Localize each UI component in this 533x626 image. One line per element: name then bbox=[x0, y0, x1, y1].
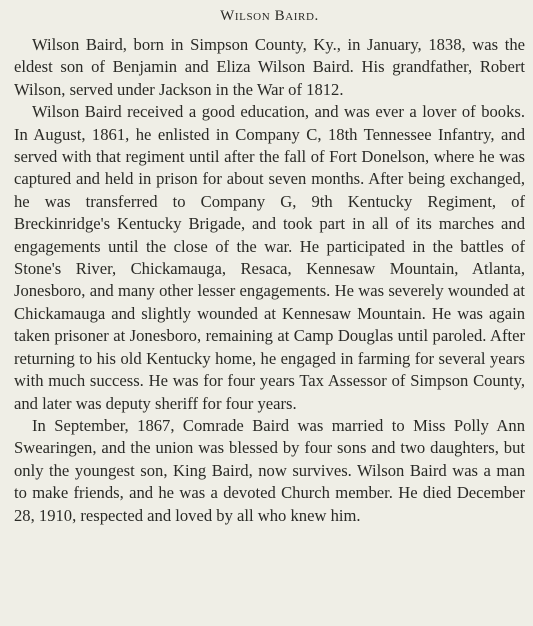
paragraph-family-death: In September, 1867, Comrade Baird was married to Miss Polly Ann Swearingen, and the union was blessed by four sons and two daughters, but only the youngest son, King Baird, now survives. Wilson Baird was a man to make friends, and he was a devoted Church member. He died December 28, 1910, respected and loved by all who knew him. bbox=[14, 415, 525, 525]
paragraph-birth: Wilson Baird, born in Simpson County, Ky., in January, 1838, was the eldest son of Benjamin and Eliza Wilson Baird. His grandfather, Robert Wilson, served under Jackson in the War of 1812. bbox=[14, 35, 525, 99]
page-title: Wilson Baird. bbox=[220, 8, 319, 24]
paragraph-military-service: Wilson Baird received a good education, and was ever a lover of books. In August, 1861, he enlisted in Company C, 18th Tennessee Infantry, and served with that regiment until after the fall of Fort Donelson, where he was captured and held in prison for about seven months. After being exchanged, he was transferred to Company G, 9th Kentucky Regiment, of Breckinridge's Kentucky Brigade, and took part in all of its marches and engagements until the close of the war. He participated in the battles of Stone's River, Chickamauga, Resaca, Kennesaw Mountain, Atlanta, Jonesboro, and many other lesser engagements. He was severely wounded at Chickamauga and slightly wounded at Kennesaw Mountain. He was again taken prisoner at Jonesboro, remaining at Camp Douglas until paroled. After returning to his old Kentucky home, he engaged in farming for several years with much success. He was for four years Tax Assessor of Simpson County, and later was deputy sheriff for four years. bbox=[14, 102, 525, 413]
